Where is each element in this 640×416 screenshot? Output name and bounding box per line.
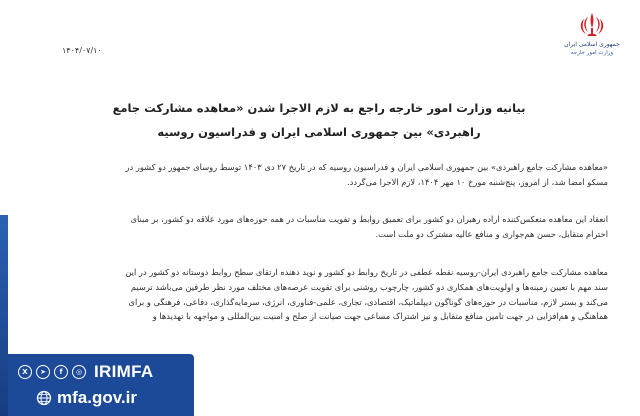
ministry-emblem xyxy=(564,10,620,80)
emblem-line-2: وزارت امور خارجه xyxy=(570,50,614,56)
statement-title: بیانیه وزارت امور خارجه راجع به لازم الاجرا شدن «معاهده مشارکت جامع راهبردی» بین جمهوری اسلامی ایران و فدراسیون روسیه xyxy=(112,101,526,139)
accent-strip xyxy=(0,215,8,416)
emblem-line-1: جمهوری اسلامی ایران xyxy=(564,41,620,48)
website-row xyxy=(36,388,137,408)
telegram-icon[interactable]: ➤ xyxy=(36,365,50,379)
paragraph-2: انعقاد این معاهده منعکس‌کننده اراده رهبران دو کشور برای تعمیق روابط و تقویت مناسبات در همه حوزه‌های مورد علاقه دو کشور، بر مبنای احترام متقابل، حسن هم‌جواری و منافع عالیه مشترک دو ملت است. xyxy=(130,214,608,239)
iran-emblem-icon xyxy=(577,10,607,40)
paragraph-3: معاهده مشارکت جامع راهبردی ایران-روسیه نقطه عطفی در تاریخ روابط دو کشور و نوید دهنده ارتقای سطح روابط دوستانه دو کشور در این سند مهم با تعیین زمینه‌ها و اولویت‌های همکاری دو کشور، چارچوب روشنی برای تقویت عرصه‌های مختلف مورد نظر طرفین می‌باشد ترسیم می‌کند و بستر لازم، مناسبات در حوزه‌های گوناگون دیپلماتیک، اقتصادی، تجاری، علمی-فناوری، انرژی، سرمایه‌گذاری، دفاعی، فرهنگی و برای هماهنگی و هم‌افزایی در جهت تامین منافع متقابل و نیز اشتراک مساعی جهت صیانت از صلح و امنیت بین‌المللی و مواجهه با تهدیدها و xyxy=(125,267,608,322)
facebook-icon[interactable]: f xyxy=(54,365,68,379)
brand-footer xyxy=(8,354,194,416)
paragraph-1: «معاهده مشارکت جامع راهبردی» بین جمهوری اسلامی ایران و فدراسیون روسیه که در تاریخ ۲۷ دی ۱۴۰۳ توسط روسای جمهور دو کشور در مسکو امضا شد، از امروز، پنج‌شنبه مورخ ۱۰ مهر ۱۴۰۴، لازم الاجرا می‌گردد. xyxy=(125,162,608,187)
social-handle[interactable]: IRIMFA xyxy=(94,362,154,381)
globe-icon xyxy=(36,390,52,406)
x-icon[interactable]: X xyxy=(18,365,32,379)
emblem-caption xyxy=(564,41,620,57)
social-row xyxy=(18,362,153,382)
instagram-icon[interactable]: ◎ xyxy=(72,365,86,379)
statement-date: ۱۴۰۴/۰۷/۱۰ xyxy=(62,46,102,55)
website-link[interactable]: mfa.gov.ir xyxy=(57,388,137,407)
